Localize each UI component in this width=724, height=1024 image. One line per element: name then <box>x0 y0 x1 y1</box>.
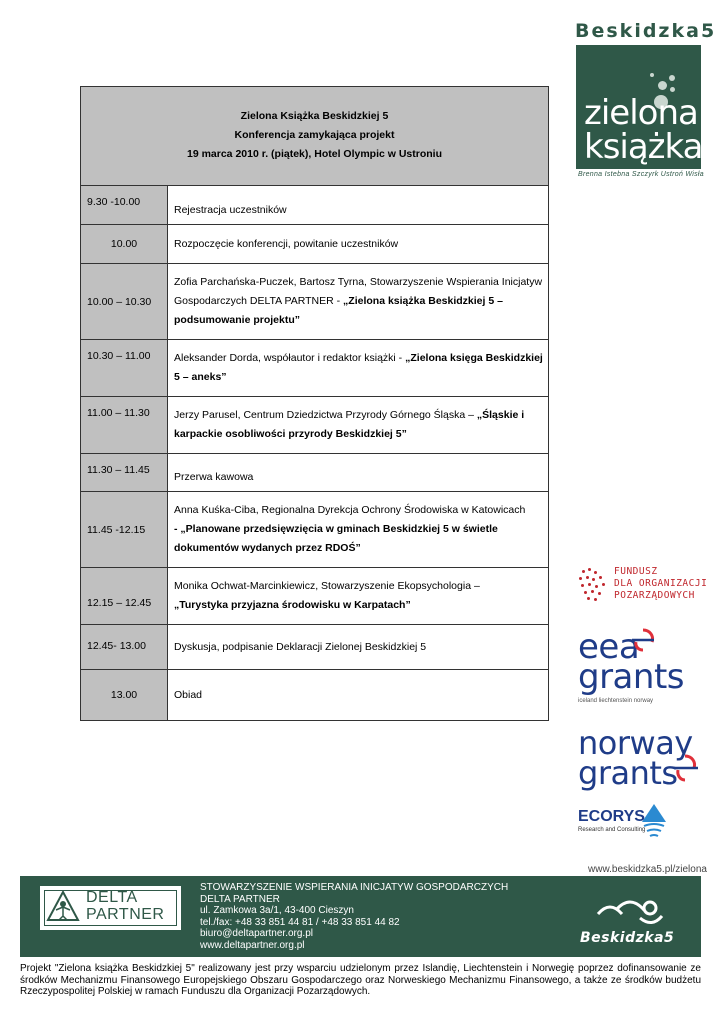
agenda-desc: Dyskusja, podpisanie Deklaracji Zielonej Beskidzkiej 5 <box>174 641 427 653</box>
agenda-desc: Aleksander Dorda, współautor i redaktor książki - „Zielona księga Beskidzkiej 5 – aneks” <box>174 352 543 383</box>
agenda-row <box>81 397 548 454</box>
mountains-sun-icon <box>596 892 666 930</box>
agenda-desc: Obiad <box>174 688 203 701</box>
agenda-row <box>81 670 548 720</box>
agenda-row <box>81 225 548 264</box>
agenda-time: 10.30 – 11.00 <box>81 340 168 396</box>
header-title: Zielona Książka Beskidzkiej 5 <box>240 110 389 122</box>
footer-www[interactable]: www.deltapartner.org.pl <box>200 939 305 951</box>
zielona-ksiazka-logo <box>576 45 701 169</box>
beskidzka5-footer-logo <box>580 888 690 950</box>
footer-phone: tel./fax: +48 33 851 44 81 / +48 33 851 44 82 <box>200 916 400 928</box>
towns-list: Brenna Istebna Szczyrk Ustroń Wisła <box>578 171 704 178</box>
fundusz-logo <box>578 566 708 606</box>
ecorys-sub: Research and Consulting <box>578 827 646 833</box>
fundusz-line1: FUNDUSZ <box>614 566 658 577</box>
beskidzka5-title: Beskidzka5 <box>575 20 717 42</box>
logo-line-zielona: zielona <box>584 93 698 133</box>
agenda-time: 11.00 – 11.30 <box>81 397 168 453</box>
eea-countries: iceland liechtenstein norway <box>578 698 654 704</box>
dp-logo-line2: PARTNER <box>86 906 165 923</box>
ecorys-logo <box>578 808 645 833</box>
dp-logo-line1: DELTA <box>86 889 138 906</box>
delta-triangle-icon <box>46 890 80 924</box>
agenda-time: 11.45 -12.15 <box>81 492 168 567</box>
grants-word: grants <box>578 657 684 697</box>
agenda-desc: Monika Ochwat-Marcinkiewicz, Stowarzyszenie Ekopsychologia – „Turystyka przyjazna środowisku w Karpatach” <box>174 580 480 611</box>
footer-org: STOWARZYSZENIE WSPIERANIA INICJATYW GOSPODARCZYCH <box>200 882 509 893</box>
ecorys-name: ECORYS <box>578 808 645 825</box>
agenda-desc: Rozpoczęcie konferencji, powitanie uczestników <box>174 237 399 250</box>
footer-address: ul. Zamkowa 3a/1, 43-400 Cieszyn <box>200 905 354 916</box>
agenda-table <box>80 86 549 721</box>
ecorys-drop-icon <box>642 804 666 840</box>
fundusz-dots-icon <box>578 568 608 602</box>
footer-email[interactable]: biuro@deltapartner.org.pl <box>200 928 313 939</box>
footer-name: DELTA PARTNER <box>200 893 280 905</box>
agenda-row <box>81 264 548 340</box>
agenda-row <box>81 625 548 670</box>
fundusz-line2: DLA ORGANIZACJI <box>614 578 708 589</box>
eea-grants-logo <box>578 627 684 704</box>
agenda-desc: Jerzy Parusel, Centrum Dziedzictwa Przyrody Górnego Śląska – „Śląskie i karpackie osobliwości przyrody Beskidzkiej 5” <box>174 409 525 440</box>
header-subtitle: Konferencja zamykająca projekt <box>234 129 395 141</box>
fundusz-line3: POZARZĄDOWYCH <box>614 590 695 601</box>
agenda-time: 12.45- 13.00 <box>81 625 168 669</box>
agenda-desc: Rejestracja uczestników <box>174 203 287 216</box>
logo-line-ksiazka: książka <box>584 127 703 167</box>
agenda-time: 9.30 -10.00 <box>81 186 168 224</box>
agenda-row <box>81 186 548 225</box>
website-url[interactable]: www.beskidzka5.pl/zielona <box>588 864 707 875</box>
agenda-time: 12.15 – 12.45 <box>81 568 168 624</box>
header-date-venue: 19 marca 2010 r. (piątek), Hotel Olympic w Ustroniu <box>186 148 442 160</box>
norway-swirl-icon <box>670 754 700 784</box>
agenda-time: 10.00 – 10.30 <box>81 264 168 339</box>
eea-word: eea <box>578 627 640 667</box>
b5-footer-name: Beskidzka5 <box>580 930 675 946</box>
agenda-time: 13.00 <box>81 670 168 720</box>
agenda-desc: Przerwa kawowa <box>174 471 254 483</box>
footer-bar <box>20 876 701 957</box>
agenda-desc: Zofia Parchańska-Puczek, Bartosz Tyrna, Stowarzyszenie Wspierania Inicjatyw Gospodarczych DELTA PARTNER - „Zielona książka Beskidzkiej 5 – podsumowanie projektu” <box>174 276 543 326</box>
footer-contact <box>200 882 508 951</box>
agenda-row <box>81 568 548 625</box>
agenda-desc: Anna Kuśka-Ciba, Regionalna Dyrekcja Ochrony Środowiska w Katowicach - „Planowane przedsięwzięcia w gminach Beskidzkiej 5 w świetle dokumentów wydanych przez RDOŚ” <box>174 504 526 554</box>
norway-grants-logo <box>578 724 693 792</box>
agenda-row <box>81 340 548 397</box>
delta-partner-logo <box>40 886 181 930</box>
agenda-time: 10.00 <box>81 225 168 263</box>
norway-word: norway <box>578 724 693 762</box>
eea-swirl-icon <box>628 628 658 658</box>
agenda-row <box>81 454 548 492</box>
agenda-row <box>81 492 548 568</box>
agenda-time: 11.30 – 11.45 <box>81 454 168 491</box>
funding-note: Projekt "Zielona książka Beskidzkiej 5" realizowany jest przy wsparciu udzielonym przez Islandię, Liechtenstein i Norwegię poprzez dofinansowanie ze środków Mechanizmu Finansowego Europejskiego Obszaru Gospodarczego oraz Norweskiego Mechanizmu Finansowego, a także ze środków budżetu Rzeczypospolitej Polskiej w ramach Funduszu dla Organizacji Pozarządowych. <box>20 963 701 997</box>
agenda-header <box>81 87 548 186</box>
norway-grants-word: grants <box>578 754 678 792</box>
